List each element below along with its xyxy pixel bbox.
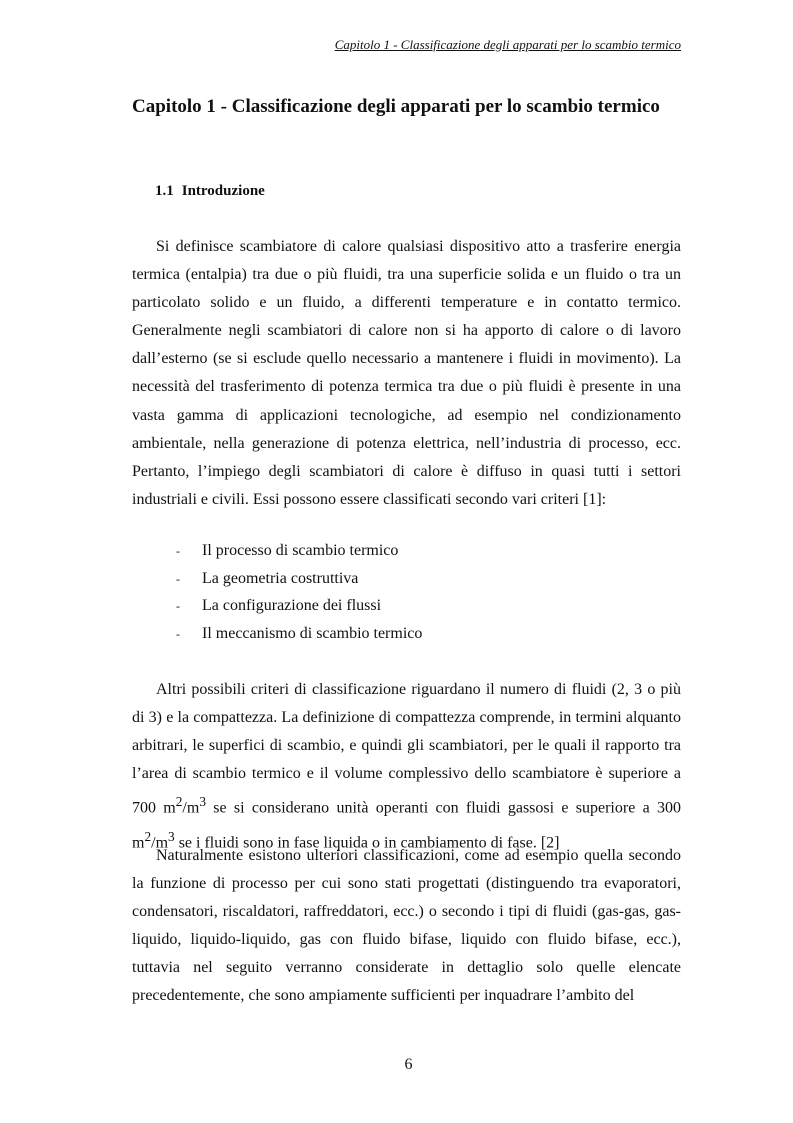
text-run: /m — [182, 799, 200, 817]
superscript: 3 — [199, 794, 206, 810]
section-heading — [155, 183, 265, 200]
bullet-dash: - — [176, 571, 180, 586]
section-title: Introduzione — [181, 183, 265, 199]
superscript: 3 — [168, 828, 175, 844]
text-run: se si considerano unità operanti con fluidi gassosi e superiore a 300 m — [132, 799, 681, 852]
criteria-list — [176, 537, 422, 648]
superscript: 2 — [144, 828, 152, 844]
chapter-title: Capitolo 1 - Classificazione degli apparati per lo scambio termico — [132, 96, 660, 117]
text-run: /m — [151, 834, 169, 852]
compactness-paragraph — [132, 676, 681, 857]
text-run: se i fluidi sono in fase liquida o in cambiamento di fase. [2] — [174, 834, 560, 852]
section-number: 1.1 — [155, 183, 174, 199]
list-item — [176, 565, 422, 593]
list-item-text: La geometria costruttiva — [202, 569, 359, 587]
intro-paragraph: Si definisce scambiatore di calore qualsiasi dispositivo atto a trasferire energia termica (entalpia) tra due o più fluidi, tra una superficie solida e un fluido o tra un particolato solido e un fluido, a differenti temperature e in contatto termico. Generalmente negli scambiatori di calore non si ha apporto di calore o di lavoro dall’esterno (se si esclude quello necessario a mantenere i fluidi in movimento). La necessità del trasferimento di potenza termica tra due o più fluidi è presente in una vasta gamma di applicazioni tecnologiche, ad esempio nel condizionamento ambientale, nella generazione di potenza elettrica, nell’industria di processo, ecc. Pertanto, l’impiego degli scambiatori di calore è diffuso in quasi tutti i settori industriali e civili. Essi possono essere classificati secondo vari criteri [1]: — [132, 238, 681, 508]
page-number: 6 — [404, 1056, 413, 1073]
bullet-dash: - — [176, 544, 180, 558]
running-header: Capitolo 1 - Classificazione degli apparati per lo scambio termico — [334, 37, 681, 52]
bullet-dash: - — [176, 627, 180, 642]
superscript: 2 — [175, 794, 183, 810]
list-item — [176, 537, 422, 565]
text-run: Altri possibili criteri di classificazione riguardano il numero di fluidi (2, 3 o più di 3) e la compattezza. La definizione di compattezza comprende, in termini alquanto arbitrari, le superfici di scambio, e quindi gli scambiatori, per le quali il rapporto tra l’area di scambio termico e il volume complessivo dello scambiatore è superiore a 700 m — [132, 681, 681, 817]
list-item-text: La configurazione dei flussi — [202, 597, 382, 615]
list-item-text: Il meccanismo di scambio termico — [202, 625, 423, 643]
list-item — [176, 620, 422, 648]
list-item — [176, 592, 422, 620]
list-item-text: Il processo di scambio termico — [202, 542, 399, 559]
bullet-dash: - — [176, 599, 180, 614]
classification-paragraph: Naturalmente esistono ulteriori classificazioni, come ad esempio quella secondo la funzione di processo per cui sono stati progettati (distinguendo tra evaporatori, condensatori, riscaldatori, raffreddatori, ecc.) o secondo i tipi di fluidi (gas-gas, gas-liquido, liquido-liquido, gas con fluido bifase, liquido con fluido bifase, ecc.), tuttavia nel seguito verranno considerate in dettaglio solo quelle elencate precedentemente, che sono ampiamente sufficienti per inquadrare l’ambito del — [132, 847, 681, 1005]
